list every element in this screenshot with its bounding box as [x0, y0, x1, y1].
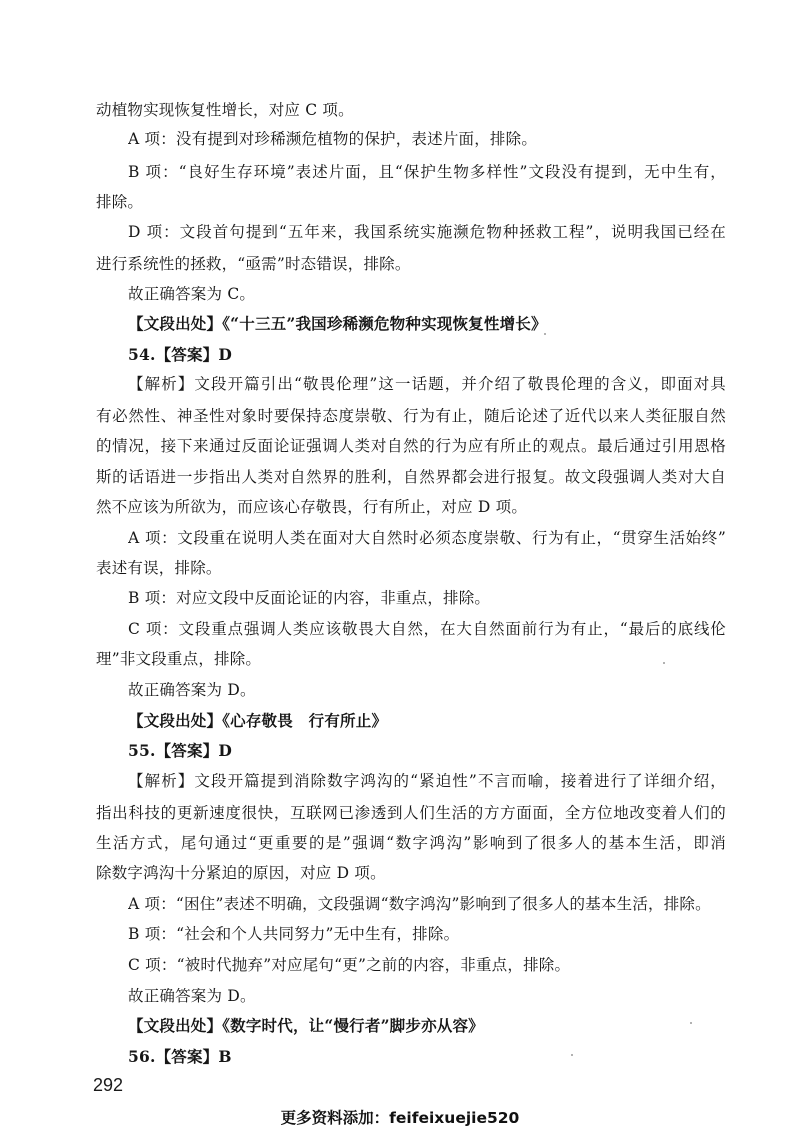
- text-line: 有必然性、神圣性对象时要保持态度崇敬、行为有止，随后论述了近代以来人类征服自然: [96, 407, 726, 425]
- footer-note: 更多资料添加：feifeixuejie520: [280, 1109, 520, 1127]
- text-line: 【解析】文段开篇提到消除数字鸿沟的“紧迫性”不言而喻，接着进行了详细介绍，: [128, 772, 726, 790]
- text-line: 的情况，接下来通过反面论证强调人类对自然的行为应有所止的观点。最后通过引用恩格: [96, 437, 726, 455]
- text-line: C 项：文段重点强调人类应该敬畏大自然，在大自然面前行为有止，“最后的底线伦: [128, 620, 726, 638]
- text-line: 斯的话语进一步指出人类对自然界的胜利，自然界都会进行报复。故文段强调人类对大自: [96, 468, 726, 486]
- text-line: A 项：“困住”表述不明确，文段强调“数字鸿沟”影响到了很多人的基本生活，排除。: [128, 895, 711, 913]
- text-line: 然不应该为所欲为，而应该心存敬畏，行有所止，对应 D 项。: [96, 498, 528, 516]
- source-line: 【文段出处】《数字时代，让“慢行者”脚步亦从容》: [128, 1016, 484, 1035]
- text-line: 表述有误，排除。: [96, 559, 222, 577]
- text-line: 动植物实现恢复性增长，对应 C 项。: [96, 101, 354, 119]
- text-line: 生活方式，尾句通过“更重要的是”强调“数字鸿沟”影响到了很多人的基本生活，即消: [96, 834, 726, 852]
- scan-speck: [690, 1022, 692, 1024]
- text-line: B 项：“社会和个人共同努力”无中生有，排除。: [128, 925, 460, 943]
- answer-heading: 54.【答案】D: [128, 345, 233, 364]
- source-line: 【文段出处】《心存敬畏 行有所止》: [128, 711, 388, 730]
- text-line: 排除。: [96, 193, 144, 211]
- text-line: 除数字鸿沟十分紧迫的原因，对应 D 项。: [96, 864, 386, 882]
- scan-speck: [663, 662, 665, 664]
- answer-heading: 55.【答案】D: [128, 741, 233, 760]
- text-line: A 项：没有提到对珍稀濒危植物的保护，表述片面，排除。: [128, 130, 538, 148]
- scan-speck: [544, 333, 546, 335]
- text-line: 指出科技的更新速度很快，互联网已渗透到人们生活的方方面面，全方位地改变着人们的: [96, 804, 726, 822]
- text-line: D 项：文段首句提到“五年来，我国系统实施濒危物种拯救工程”，说明我国已经在: [128, 223, 726, 241]
- text-line: B 项：“良好生存环境”表述片面，且“保护生物多样性”文段没有提到，无中生有，: [128, 163, 726, 181]
- text-line: 进行系统性的拯救，“亟需”时态错误，排除。: [96, 255, 411, 273]
- page-number: 292: [93, 1075, 124, 1095]
- text-line: 故正确答案为 D。: [128, 987, 256, 1005]
- scan-speck: [571, 1054, 573, 1056]
- answer-heading: 56.【答案】B: [128, 1047, 232, 1066]
- text-line: 理”非文段重点，排除。: [96, 650, 262, 668]
- text-line: 故正确答案为 D。: [128, 681, 256, 699]
- text-line: B 项：对应文段中反面论证的内容，非重点，排除。: [128, 589, 491, 607]
- text-line: 【解析】文段开篇引出“敬畏伦理”这一话题，并介绍了敬畏伦理的含义，即面对具: [128, 375, 726, 393]
- text-line: A 项：文段重在说明人类在面对大自然时必须态度崇敬、行为有止，“贯穿生活始终”: [128, 529, 726, 547]
- source-line: 【文段出处】《“十三五”我国珍稀濒危物种实现恢复性增长》: [128, 314, 547, 333]
- text-line: C 项：“被时代抛弃”对应尾句“更”之前的内容，非重点，排除。: [128, 956, 571, 974]
- text-line: 故正确答案为 C。: [128, 285, 256, 303]
